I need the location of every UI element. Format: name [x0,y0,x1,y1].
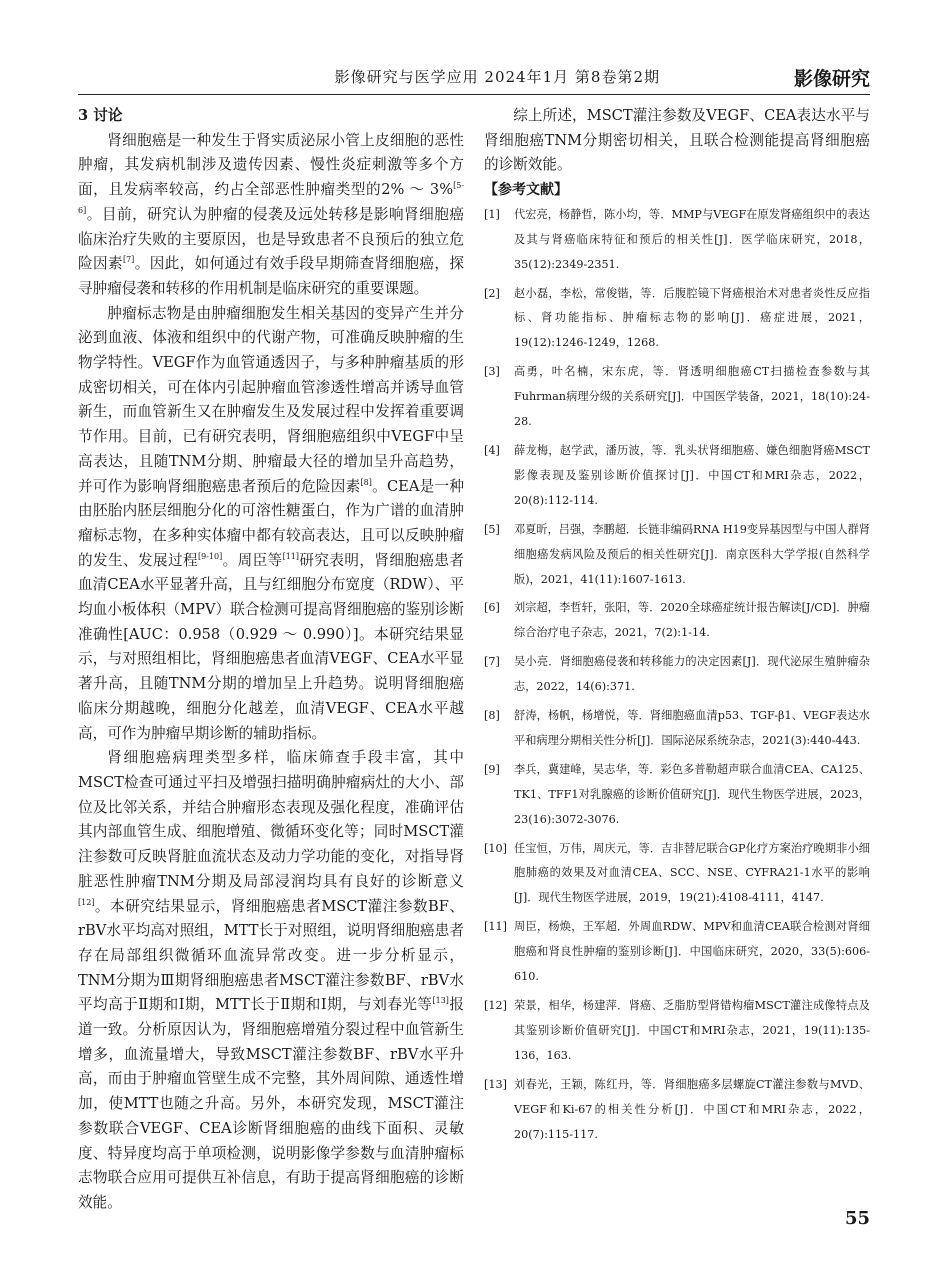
reference-text: 高勇，叶名楠，宋东虎，等．肾透明细胞癌CT扫描检查参数与其Fuhrman病理分级的关系研究[J]．中国医学装备，2021，18(10):24-28. [514,365,870,429]
section-heading: 3 讨论 [78,107,123,124]
reference-text: 刘春光，王颖，陈红丹，等．肾细胞癌多层螺旋CT灌注参数与MVD、VEGF和Ki-67的相关性分析[J]．中国CT和MRI杂志，2022，20(7):115-117. [514,1077,870,1141]
reference-item [484,758,870,833]
reference-item [484,596,870,646]
reference-text: 任宝恒，万伟，周庆元，等．吉非替尼联合GP化疗方案治疗晚期非小细胞肺癌的效果及对血清CEA、SCC、NSE、CYFRA21-1水平的影响[J]．现代生物医学进展，2019，19(21):4108-4111，4147. [514,841,870,905]
reference-text: 荣景，相华，杨建萍．肾癌、乏脂肪型肾错构瘤MSCT灌注成像特点及其鉴别诊断价值研究[J]．中国CT和MRI杂志，2021，19(11):135-136，163. [514,999,870,1062]
reference-item [484,704,870,754]
reference-text: 代宏亮，杨静哲，陈小均，等．MMP与VEGF在原发肾癌组织中的表达及其与肾癌临床特征和预后的相关性[J]．医学临床研究，2018，35(12):2349-2351. [514,207,870,271]
reference-text: 邓夏昕，吕强，李鹏超．长链非编码RNA H19变异基因型与中国人群肾细胞癌发病风险及预后的相关性研究[J]．南京医科大学学报(自然科学版)，2021，41(11):1607-1613. [514,522,870,586]
reference-number: [1] [484,207,500,221]
reference-number: [3] [484,365,500,379]
reference-item [484,994,870,1069]
reference-item [484,518,870,593]
left-column [78,104,464,1216]
reference-item [484,439,870,514]
reference-text: 吴小亮．肾细胞癌侵袭和转移能力的决定因素[J]．现代泌尿生殖肿瘤杂志，2022，14(6):371. [514,655,870,694]
reference-item [484,1073,870,1148]
section-label: 影像研究 [793,68,870,90]
reference-item [484,282,870,357]
reference-list [484,203,870,1148]
reference-number: [9] [484,762,500,776]
reference-number: [11] [484,920,507,934]
reference-number: [6] [484,601,500,615]
reference-number: [12] [484,999,507,1012]
journal-info: 影像研究与医学应用 2024年1月 第8卷第2期 [334,68,660,86]
reference-number: [2] [484,286,500,300]
reference-text: 薛龙梅，赵学武，潘历波，等．乳头状肾细胞癌、嫌色细胞肾癌MSCT影像表现及鉴别诊断价值探讨[J]．中国CT和MRI杂志，2022，20(8):112-114. [514,443,870,507]
reference-number: [4] [484,443,500,457]
running-header [78,60,870,95]
paragraph-3: 肾细胞癌病理类型多样，临床筛查手段丰富，其中MSCT检查可通过平扫及增强扫描明确肿瘤病灶的大小、部位及比邻关系，并结合肿瘤形态表现及强化程度，准确评估其内部血管生成、细胞增殖、微循环变化等；同时MSCT灌注参数可反映肾脏血流状态及动力学功能的变化，对指导肾脏恶性肿瘤TNM分期及局部浸润均具有良好的诊断意义[12]。本研究结果显示，肾细胞癌患者MSCT灌注参数BF、rBV水平均高对照组，MTT长于对照组，说明肾细胞癌患者存在局部组织微循环血流异常改变。进一步分析显示，TNM分期为Ⅲ期肾细胞癌患者MSCT灌注参数BF、rBV水平均高于Ⅱ期和Ⅰ期，MTT长于Ⅱ期和Ⅰ期，与刘春光等[13]报道一致。分析原因认为，肾细胞癌增殖分裂过程中血管新生增多，血流量增大，导致MSCT灌注参数BF、rBV水平升高，而由于肿瘤血管壁生成不完整，其外周间隙、通透性增加，使MTT也随之升高。另外，本研究发现，MSCT灌注参数联合VEGF、CEA诊断肾细胞癌的曲线下面积、灵敏度、特异度均高于单项检测，说明影像学参数与血清肿瘤标志物联合应用可提供互补信息，有助于提高肾细胞癌的诊断效能。 [78,749,464,1211]
reference-item [484,650,870,700]
reference-number: [8] [484,709,500,723]
reference-number: [5] [484,522,500,536]
references-heading: 【参考文献】 [484,182,568,199]
reference-number: [7] [484,655,500,669]
reference-item [484,915,870,990]
reference-item [484,360,870,435]
reference-number: [10] [484,841,507,855]
paragraph-4: 综上所述，MSCT灌注参数及VEGF、CEA表达水平与肾细胞癌TNM分期密切相关，且联合检测能提高肾细胞癌的诊断效能。 [484,107,870,174]
reference-text: 刘宗超，李哲轩，张阳，等．2020全球癌症统计报告解读[J/CD]．肿瘤综合治疗电子杂志，2021，7(2):1-14. [514,601,870,640]
paragraph-1: 肾细胞癌是一种发生于肾实质泌尿小管上皮细胞的恶性肿瘤，其发病机制涉及遗传因素、慢性炎症刺激等多个方面，且发病率较高，约占全部恶性肿瘤类型的2% ～ 3%[5-6]。目前，研究认为肿瘤的侵袭及远处转移是影响肾细胞癌临床治疗失败的主要原因，也是导致患者不良预后的独立危险因素[7]。因此，如何通过有效手段早期筛查肾细胞癌，探寻肿瘤侵袭和转移的作用机制是临床研究的重要课题。 [78,131,464,297]
reference-item [484,203,870,278]
reference-item [484,837,870,912]
paragraph-2: 肿瘤标志物是由肿瘤细胞发生相关基因的变异产生并分泌到血液、体液和组织中的代谢产物，可准确反映肿瘤的生物学特性。VEGF作为血管通透因子，与多种肿瘤基质的形成密切相关，可在体内引起肿瘤血管渗透性增高并诱导血管新生，而血管新生又在肿瘤发生及发展过程中发挥着重要调节作用。目前，已有研究表明，肾细胞癌组织中VEGF中呈高表达，且随TNM分期、肿瘤最大径的增加呈升高趋势，并可作为影响肾细胞癌患者预后的危险因素[8]。CEA是一种由胚胎内胚层细胞分化的可溶性糖蛋白，作为广谱的血清肿瘤标志物，在多种实体瘤中都有较高表达，且可以反映肿瘤的发生、发展过程[9-10]。周臣等[11]研究表明，肾细胞癌患者血清CEA水平显著升高，且与红细胞分布宽度（RDW）、平均血小板体积（MPV）联合检测可提高肾细胞癌的鉴别诊断准确性[AUC：0.958（0.929 ～ 0.990）]。本研究结果显示，与对照组相比，肾细胞癌患者血清VEGF、CEA水平显著升高，且随TNM分期的增加呈上升趋势。说明肾细胞癌临床分期越晚，细胞分化越差，血清VEGF、CEA水平越高，可作为肿瘤早期诊断的辅助指标。 [78,304,464,742]
reference-text: 周臣，杨焕，王军超．外周血RDW、MPV和血清CEA联合检测对肾细胞癌和肾良性肿瘤的鉴别诊断[J]．中国临床研究，2020，33(5):606-610. [514,920,870,984]
reference-text: 舒涛，杨帆，杨增悦，等．肾细胞癌血清p53、TGF-β1、VEGF表达水平和病理分期相关性分析[J]．国际泌尿系统杂志，2021(3):440-443. [514,709,870,747]
reference-text: 李兵，冀建峰，吴志华，等．彩色多普勒超声联合血清CEA、CA125、TK1、TFF1对乳腺癌的诊断价值研究[J]．现代生物医学进展，2023，23(16):3072-3076. [514,762,870,826]
reference-text: 赵小磊，李松，常俊锴，等．后腹腔镜下肾癌根治术对患者炎性反应指标、肾功能指标、肿瘤标志物的影响[J]．癌症进展，2021，19(12):1246-1249，1268. [514,286,870,350]
page-number: 55 [844,1208,870,1229]
reference-number: [13] [484,1077,507,1091]
right-column [484,104,870,1151]
